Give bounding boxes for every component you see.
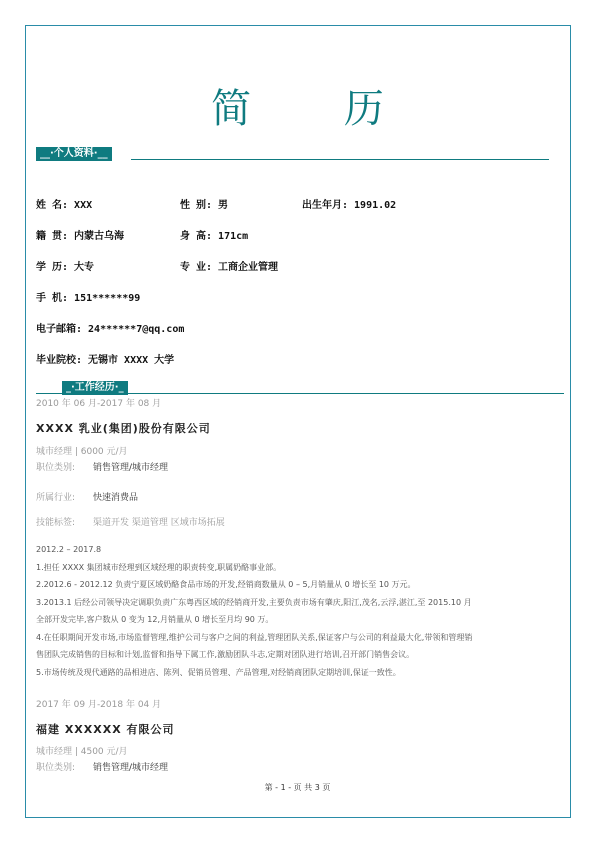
job-period: 2010 年 06 月-2017 年 08 月 bbox=[36, 399, 162, 409]
job-skills: 渠道开发 渠道管理 区域市场拓展 bbox=[93, 518, 225, 528]
job-desc-line: 2012.2 – 2017.8 bbox=[36, 545, 102, 554]
job-skills-label: 技能标签: bbox=[36, 518, 76, 528]
job-desc-line: 2.2012.6 - 2012.12 负责宁夏区域奶酪食品市场的开发,经销商数量从 0 – 5,月销量从 0 增长至 10 万元。 bbox=[36, 580, 416, 589]
info-email: 电子邮箱: 24******7@qq.com bbox=[36, 324, 185, 335]
info-origin: 籍 贯: 内蒙古乌海 bbox=[36, 231, 125, 242]
info-phone: 手 机: 151******99 bbox=[36, 293, 141, 304]
info-birth: 出生年月: 1991.02 bbox=[302, 200, 397, 211]
job-company: 福建 XXXXXX 有限公司 bbox=[36, 723, 175, 736]
job-company: XXXX 乳业(集团)股份有限公司 bbox=[36, 422, 211, 435]
info-height: 身 高: 171cm bbox=[180, 231, 249, 242]
section-divider-work bbox=[36, 393, 564, 394]
job-desc-line: 4.在任职期间开发市场,市场监督管理,维护公司与客户之间的利益,管理团队关系,保证客户与公司的利益最大化,带领和管理销 bbox=[36, 633, 473, 642]
job-desc-line: 5.市场传统及现代通路的品相进店、陈列、促销员管理、产品管理,对经销商团队定期培训,保证一致性。 bbox=[36, 668, 401, 677]
job-category: 销售管理/城市经理 bbox=[93, 463, 169, 473]
info-major: 专 业: 工商企业管理 bbox=[180, 262, 279, 273]
info-education: 学 历: 大专 bbox=[36, 262, 95, 273]
info-school: 毕业院校: 无锡市 XXXX 大学 bbox=[36, 355, 175, 366]
job-position: 城市经理 | 4500 元/月 bbox=[36, 747, 128, 757]
job-desc-line: 售团队完成销售的目标和计划,监督和指导下属工作,激励团队斗志,定期对团队进行培训,召开部门销售会议。 bbox=[36, 650, 415, 659]
info-gender: 性 别: 男 bbox=[180, 200, 229, 211]
job-industry-label: 所属行业: bbox=[36, 493, 76, 503]
info-name: 姓 名: XXX bbox=[36, 200, 93, 211]
section-header-work: _·工作经历·_ bbox=[62, 381, 128, 395]
job-industry: 快速消费品 bbox=[93, 493, 139, 503]
page-title: 简 历 bbox=[211, 86, 424, 132]
job-desc-line: 1.担任 XXXX 集团城市经理到区域经理的职责转变,职属奶酪事业部。 bbox=[36, 563, 282, 572]
job-category: 销售管理/城市经理 bbox=[93, 763, 169, 773]
job-desc-line: 3.2013.1 后经公司领导决定调职负责广东粤西区域的经销商开发,主要负责市场有肇庆,阳江,茂名,云浮,湛江,至 2015.10 月 bbox=[36, 598, 472, 607]
section-divider-personal bbox=[131, 159, 549, 160]
job-category-label: 职位类别: bbox=[36, 763, 76, 773]
job-position: 城市经理 | 6000 元/月 bbox=[36, 447, 128, 457]
job-category-label: 职位类别: bbox=[36, 463, 76, 473]
section-header-personal: __·个人资料·__ bbox=[36, 147, 112, 161]
page-footer: 第 - 1 - 页 共 3 页 bbox=[264, 783, 331, 792]
job-period: 2017 年 09 月-2018 年 04 月 bbox=[36, 700, 162, 710]
job-desc-line: 全部开发完毕,客户数从 0 变为 12,月销量从 0 增长至月均 90 万。 bbox=[36, 615, 274, 624]
